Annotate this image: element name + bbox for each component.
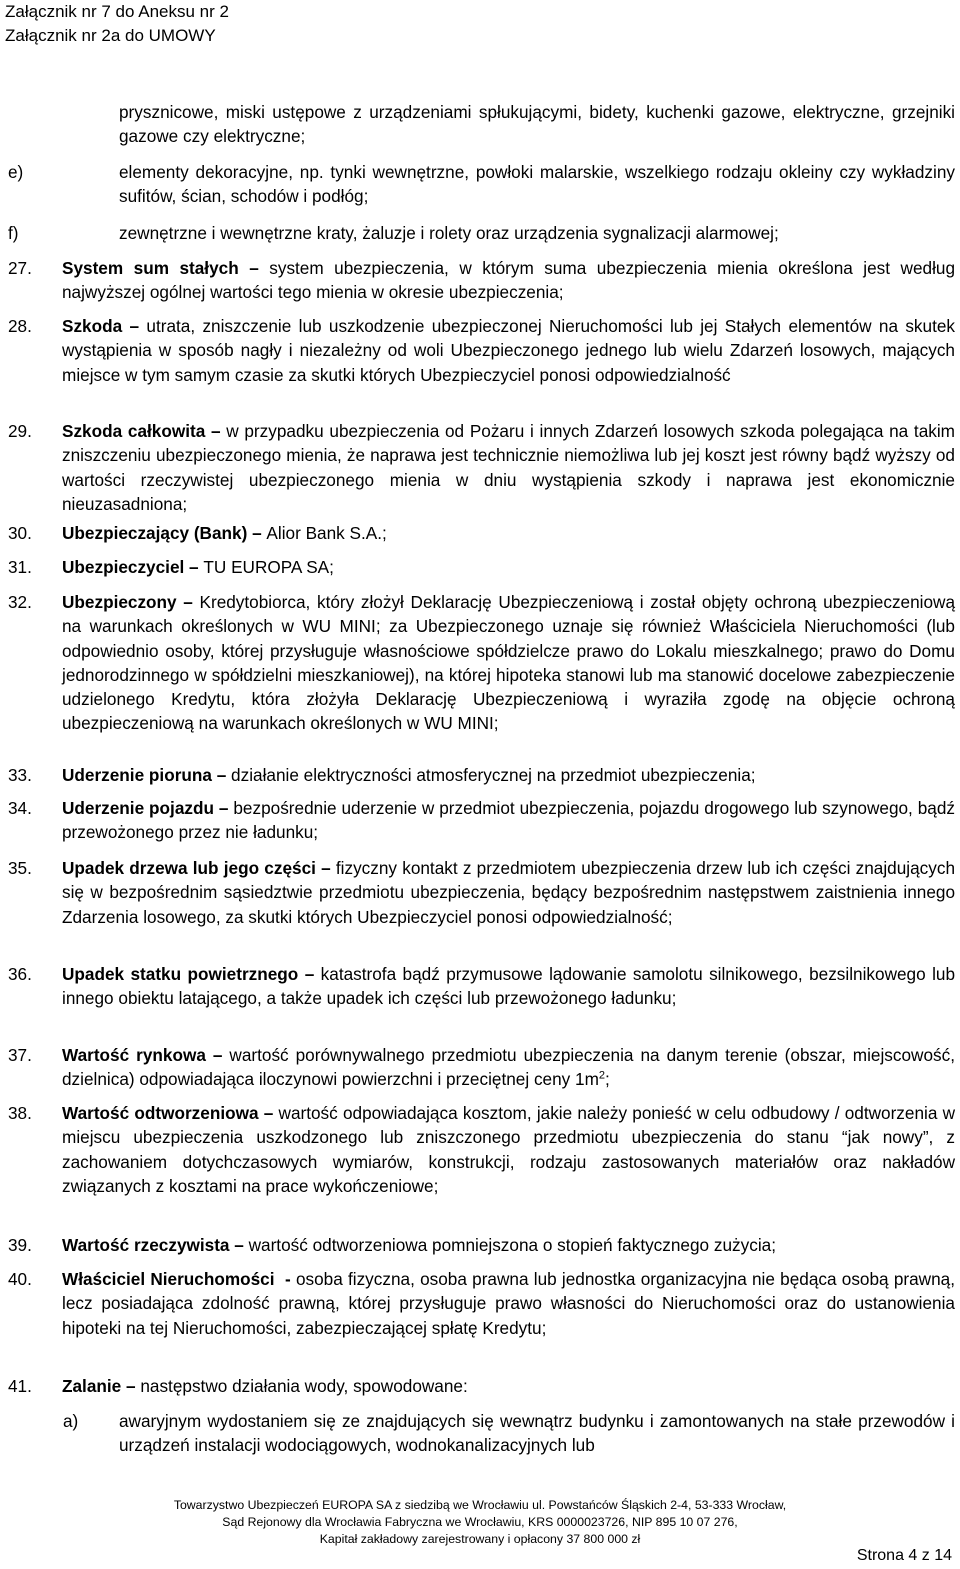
- item-number: 31.: [8, 557, 32, 577]
- footer-line-1: Towarzystwo Ubezpieczeń EUROPA SA z siedzibą we Wrocławiu ul. Powstańców Śląskich 2-4, 53-333 Wrocław,: [173, 1498, 787, 1512]
- footer-line-2: Sąd Rejonowy dla Wrocławia Fabryczna we Wrocławiu, KRS 0000023726, NIP 895 10 07 276,: [222, 1515, 738, 1529]
- item-dash: –: [205, 421, 227, 441]
- list-item: [0, 856, 955, 929]
- item-dash: –: [247, 523, 267, 543]
- item-text: w przypadku ubezpieczenia od Pożaru i innych Zdarzeń losowych szkoda polegająca na takim zniszczeniu ubezpieczonego mienia, że naprawa jest technicznie niemożliwa lub jej koszt jest równy bądź wyższy od wartości rzeczywistej ubezpieczonego mienia w dniu wystąpienia szkody i naprawa jest ekonomicznie nieuzasadniona;: [62, 421, 955, 514]
- header-line-1: Załącznik nr 7 do Aneksu nr 2: [5, 2, 229, 21]
- item-term: Zalanie: [62, 1376, 122, 1396]
- list-item: [0, 256, 955, 305]
- document-footer: [0, 1497, 960, 1548]
- list-item: [0, 100, 955, 149]
- document-header: [5, 0, 229, 48]
- item-text: awaryjnym wydostaniem się ze znajdujących się wewnątrz budynku i zamontowanych na stałe przewodów i urządzeń instalacji wodociągowych, wodnokanalizacyjnych lub: [119, 1411, 955, 1456]
- item-dash: –: [184, 557, 204, 577]
- list-item: [0, 221, 955, 245]
- item-term: Szkoda całkowita: [62, 421, 206, 441]
- item-term: Uderzenie pioruna: [62, 765, 212, 785]
- item-text: katastrofa bądź przymusowe lądowanie samolotu silnikowego, bezsilnikowego lub innego obiektu latającego, a także upadek ich części lub przewożonego ładunku;: [62, 964, 956, 1009]
- item-dash: –: [238, 258, 270, 278]
- item-text: bezpośrednie uderzenie w przedmiot ubezpieczenia, pojazdu drogowego lub szynowego, bądź przewożonego przez nie ładunku;: [62, 798, 956, 843]
- item-text: TU EUROPA SA;: [203, 557, 334, 577]
- list-item: [0, 1233, 955, 1257]
- item-dash: –: [122, 316, 147, 336]
- item-number: 35.: [8, 858, 32, 878]
- list-item: [0, 1101, 955, 1198]
- item-dash: –: [211, 765, 232, 785]
- item-text: Kredytobiorca, który złożył Deklarację Ubezpieczeniową i został objęty ochroną ubezpieczeniową na warunkach określonych w WU MINI; za Ubezpieczonego uznaje się również Właściciela Nieruchomości (lub odpowiednio osoby, której przysługuje własnościowe spółdzielcze prawo do Lokalu mieszkalnego; prawo do Domu jednorodzinnego w spółdzielni mieszkaniowej), na której hipoteka stanowi lub ma stanowić docelowe zabezpieczenie udzielonego Kredytu, która złożyła Deklarację Ubezpieczeniową i wyraziła zgodę na objęcie ochroną ubezpieczeniową na warunkach określonych w WU MINI;: [62, 592, 955, 734]
- item-term: Upadek drzewa lub jego części: [62, 858, 316, 878]
- item-number: 37.: [8, 1045, 32, 1065]
- item-number: 36.: [8, 964, 32, 984]
- item-dash: –: [121, 1376, 141, 1396]
- item-text: osoba fizyczna, osoba prawna lub jednostka organizacyjna nie będąca osobą prawną, lecz posiadająca zdolność prawną, której przysługuje prawo własności do Nieruchomości oraz do ustanowienia hipoteki na tej Nieruchomości, zabezpieczającej spłatę Kredytu;: [62, 1269, 955, 1338]
- item-term: Wartość rynkowa: [62, 1045, 206, 1065]
- list-item: [0, 1043, 955, 1092]
- item-text: wartość odpowiadająca kosztom, jakie należy ponieść w celu odbudowy / odtworzenia w miejscu ubezpieczenia uszkodzonego lub zniszczonego przedmiotu ubezpieczenia do stanu “jak nowy”, z zachowaniem dotychczasowych wymiarów, konstrukcji, rodzaju zastosowanych materiałów oraz nakładów związanych z kosztami na prace wykończeniowe;: [62, 1103, 956, 1196]
- item-text: utrata, zniszczenie lub uszkodzenie ubezpieczonej Nieruchomości lub jej Stałych elementów na skutek wystąpienia w sposób nagły i niezależny od woli Ubezpieczonego jednego lub wielu Zdarzeń losowych, mających miejsce w tym samym czasie za skutki których Ubezpieczyciel ponosi odpowiedzialność: [62, 316, 955, 385]
- item-text: prysznicowe, miski ustępowe z urządzeniami spłukującymi, bidety, kuchenki gazowe, elektryczne, grzejniki gazowe czy elektryczne;: [119, 102, 955, 147]
- item-dash: –: [213, 798, 234, 818]
- item-term: Właściciel Nieruchomości: [62, 1269, 275, 1289]
- page-number: Strona 4 z 14: [856, 1547, 952, 1564]
- item-number: 41.: [8, 1376, 32, 1396]
- item-dash: -: [274, 1269, 296, 1289]
- item-number: 27.: [8, 258, 32, 278]
- superscript: 2: [598, 1069, 606, 1082]
- item-dash: –: [258, 1103, 279, 1123]
- item-text: elementy dekoracyjne, np. tynki wewnętrzne, powłoki malarskie, wszelkiego rodzaju okleiny czy wykładziny sufitów, ścian, schodów i podłóg;: [119, 162, 955, 207]
- list-item: [0, 521, 955, 545]
- item-dash: –: [205, 1045, 230, 1065]
- item-number: 28.: [8, 316, 32, 336]
- list-item: [0, 1267, 955, 1340]
- list-item: [0, 590, 955, 736]
- item-term: Uderzenie pojazdu: [62, 798, 214, 818]
- list-item: [0, 796, 955, 845]
- header-line-2: Załącznik nr 2a do UMOWY: [5, 26, 216, 45]
- item-term: Upadek statku powietrznego: [62, 964, 299, 984]
- item-term: Ubezpieczający (Bank): [62, 523, 248, 543]
- item-marker: f): [8, 223, 19, 243]
- item-number: 30.: [8, 523, 32, 543]
- list-item: [0, 1374, 955, 1398]
- item-number: 39.: [8, 1235, 32, 1255]
- item-number: 34.: [8, 798, 32, 818]
- item-term: System sum stałych: [62, 258, 239, 278]
- item-dash: –: [298, 964, 321, 984]
- item-number: 40.: [8, 1269, 32, 1289]
- item-marker: a): [63, 1411, 79, 1431]
- item-term: Ubezpieczyciel: [62, 557, 185, 577]
- item-term: Szkoda: [62, 316, 123, 336]
- item-text: działanie elektryczności atmosferycznej na przedmiot ubezpieczenia;: [231, 765, 756, 785]
- item-marker: e): [8, 162, 24, 182]
- list-item: [0, 763, 955, 787]
- item-text: zewnętrzne i wewnętrzne kraty, żaluzje i rolety oraz urządzenia sygnalizacji alarmowej;: [119, 223, 779, 243]
- item-text: system ubezpieczenia, w którym suma ubezpieczenia mienia określona jest według najwyższej ogólnej wartości tego mienia w okresie ubezpieczenia;: [62, 258, 955, 303]
- item-text: wartość odtworzeniowa pomniejszona o stopień faktycznego zużycia;: [248, 1235, 776, 1255]
- item-term: Ubezpieczony: [62, 592, 177, 612]
- item-number: 33.: [8, 765, 32, 785]
- list-item: [0, 555, 955, 579]
- item-text: fizyczny kontakt z przedmiotem ubezpieczenia drzew lub ich części znajdujących się w bezpośrednim sąsiedztwie przedmiotu ubezpieczenia, będący bezpośrednim następstwem zaistnienia innego Zdarzenia losowego, za skutki których Ubezpieczyciel ponosi odpowiedzialność;: [62, 858, 955, 927]
- item-text: następstwo działania wody, spowodowane:: [140, 1376, 468, 1396]
- list-item: [0, 160, 955, 209]
- list-item: [0, 314, 955, 387]
- item-text: Alior Bank S.A.;: [266, 523, 387, 543]
- item-text-end: ;: [605, 1069, 610, 1090]
- list-item: [0, 962, 955, 1011]
- item-term: Wartość odtworzeniowa: [62, 1103, 259, 1123]
- item-dash: –: [176, 592, 200, 612]
- item-dash: –: [229, 1235, 249, 1255]
- item-dash: –: [315, 858, 336, 878]
- list-item: [0, 419, 955, 516]
- list-item: [0, 1409, 955, 1458]
- footer-line-3: Kapitał zakładowy zarejestrowany i opłacony 37 800 000 zł: [319, 1532, 641, 1546]
- item-text: wartość porównywalnego przedmiotu ubezpieczenia na danym terenie (obszar, miejscowość, dzielnica) odpowiadająca iloczynowi powierzchni i przeciętnej ceny 1m: [62, 1045, 955, 1090]
- item-number: 32.: [8, 592, 32, 612]
- item-number: 29.: [8, 421, 32, 441]
- item-number: 38.: [8, 1103, 32, 1123]
- item-term: Wartość rzeczywista: [62, 1235, 230, 1255]
